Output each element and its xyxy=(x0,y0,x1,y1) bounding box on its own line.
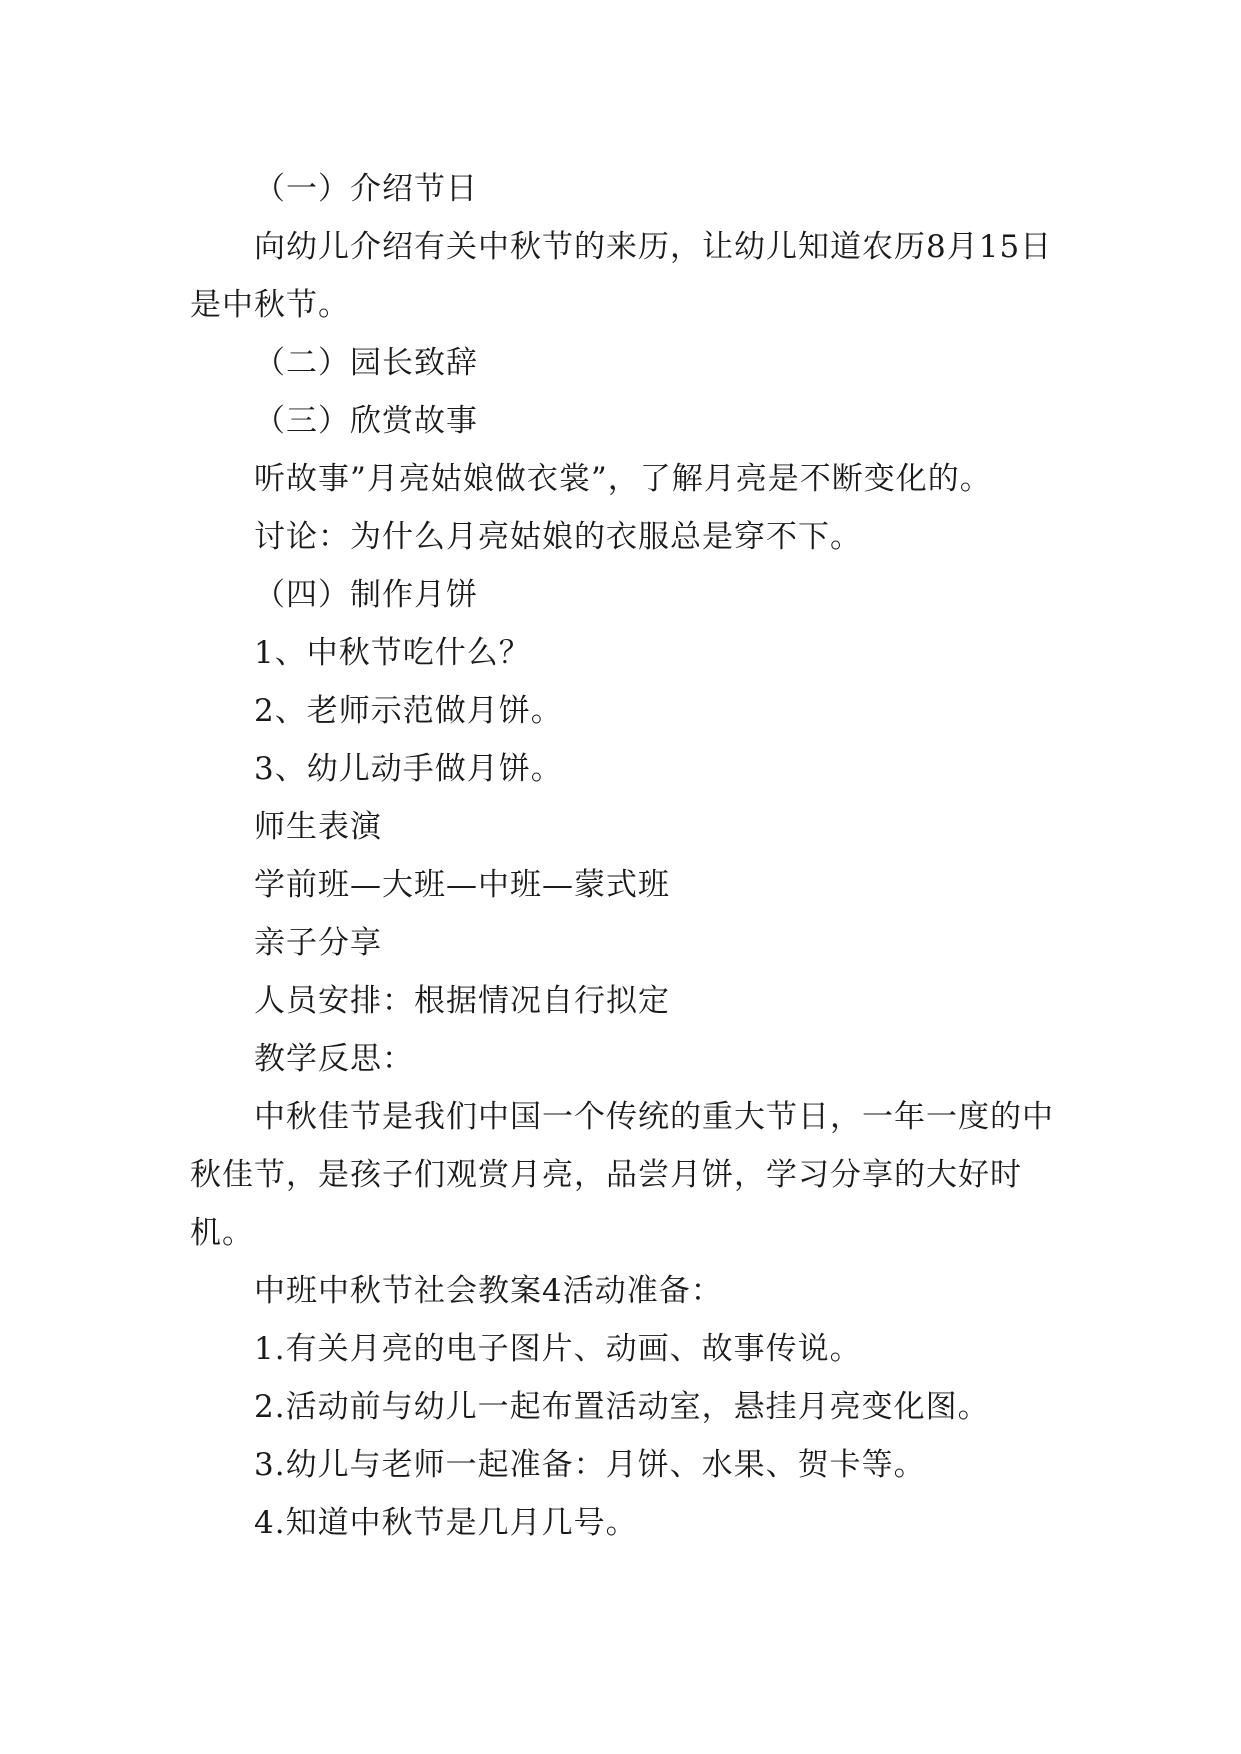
prep-item-1: 1.有关月亮的电子图片、动画、故事传说。 xyxy=(254,1331,862,1367)
prep-item-4: 4.知道中秋节是几月几号。 xyxy=(254,1505,638,1541)
paragraph-lesson-4-heading: 中班中秋节社会教案4活动准备： xyxy=(254,1273,723,1309)
paragraph-festival-intro: 向幼儿介绍有关中秋节的来历，让幼儿知道农历8月15日是中秋节。 xyxy=(190,229,1053,323)
prep-item-3: 3.幼儿与老师一起准备：月饼、水果、贺卡等。 xyxy=(254,1447,926,1483)
paragraph-sharing: 亲子分享 xyxy=(254,925,382,961)
paragraph-class-order: 学前班—大班—中班—蒙式班 xyxy=(254,867,670,903)
paragraph-story: 听故事”月亮姑娘做衣裳”，了解月亮是不断变化的。 xyxy=(254,461,992,497)
paragraph-staffing: 人员安排：根据情况自行拟定 xyxy=(254,983,670,1019)
list-item-3: 3、幼儿动手做月饼。 xyxy=(254,751,563,787)
paragraph-section-1-heading: （一）介绍节日 xyxy=(254,171,478,207)
list-item-2: 2、老师示范做月饼。 xyxy=(254,693,563,729)
document-body xyxy=(190,160,1060,1552)
paragraph-reflection-heading: 教学反思： xyxy=(254,1041,414,1077)
paragraph-section-2-heading: （二）园长致辞 xyxy=(254,345,478,381)
paragraph-reflection: 中秋佳节是我们中国一个传统的重大节日，一年一度的中秋佳节，是孩子们观赏月亮，品尝月饼，学习分享的大好时机。 xyxy=(190,1099,1054,1251)
prep-item-2: 2.活动前与幼儿一起布置活动室，悬挂月亮变化图。 xyxy=(254,1389,990,1425)
list-item-1: 1、中秋节吃什么？ xyxy=(254,635,531,671)
paragraph-discussion: 讨论：为什么月亮姑娘的衣服总是穿不下。 xyxy=(254,519,862,555)
paragraph-section-3-heading: （三）欣赏故事 xyxy=(254,403,478,439)
paragraph-performance: 师生表演 xyxy=(254,809,382,845)
paragraph-section-4-heading: （四）制作月饼 xyxy=(254,577,478,613)
